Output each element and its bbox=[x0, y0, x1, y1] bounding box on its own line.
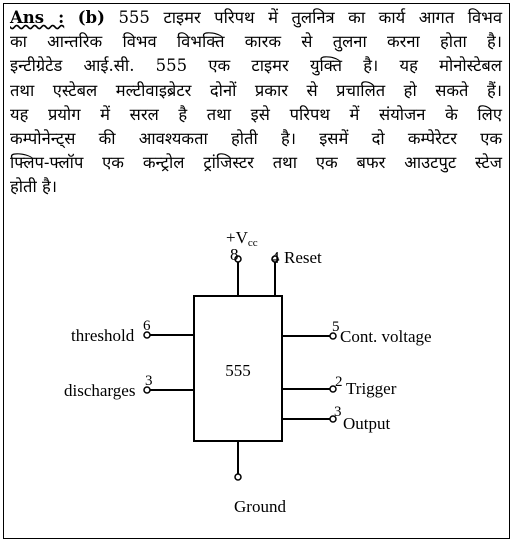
answer-text-line: का आन्तरिक विभव विभक्ति कारक से तुलना करना होता है। bbox=[10, 32, 502, 52]
answer-prefix: Ans : bbox=[10, 8, 65, 27]
pin-threshold-number: 6 bbox=[143, 318, 151, 334]
pin-ground-terminal bbox=[235, 474, 241, 480]
chip-label: 555 bbox=[225, 361, 251, 380]
answer-text-line: फ्लिप-फ्लॉप एक कन्ट्रोल ट्रांजिस्टर तथा एक बफर आउटपुट स्टेज bbox=[10, 153, 502, 173]
answer-text-line: तथा एस्टेबल मल्टीवाइब्रेटर दोनों प्रकार से प्रचालित हो सकते हैं। bbox=[10, 80, 502, 100]
pin-vcc-label: +Vcc bbox=[226, 228, 258, 249]
pin-reset-number: 4 bbox=[271, 248, 280, 267]
answer-text-line: कम्पोनेन्ट्स की आवश्यकता होती है। इसमें दो कम्पेरेटर एक bbox=[10, 129, 502, 149]
pin-trigger-number: 2 bbox=[335, 374, 343, 390]
answer-text-line: इन्टीग्रेटेड आई.सी. 555 एक टाइमर युक्ति है। यह मोनोस्टेबल bbox=[10, 56, 502, 76]
answer-text-line: यह प्रयोग में सरल है तथा इसे परिपथ में संयोजन के लिए bbox=[10, 104, 502, 124]
pin-vcc-number: 8 bbox=[230, 245, 239, 264]
pin-discharges-number: 3 bbox=[145, 373, 153, 389]
pin-output-label: Output bbox=[343, 414, 391, 433]
pin-ground-label: Ground bbox=[234, 497, 286, 516]
answer-text-line: 555 टाइमर परिपथ में तुलनित्र का कार्य आगत विभव bbox=[118, 8, 502, 27]
pin-discharges-label: discharges bbox=[64, 381, 136, 400]
pin-cont-voltage-number: 5 bbox=[332, 319, 340, 335]
pin-cont-voltage-label: Cont. voltage bbox=[340, 327, 432, 346]
pin-trigger-label: Trigger bbox=[346, 379, 397, 398]
pin-threshold-label: threshold bbox=[71, 326, 135, 345]
answer-text-line: होती है। bbox=[10, 177, 57, 197]
pin-output-number: 3 bbox=[334, 404, 342, 420]
pin-reset-label: Reset bbox=[284, 248, 322, 267]
answer-option: (b) bbox=[77, 8, 105, 27]
